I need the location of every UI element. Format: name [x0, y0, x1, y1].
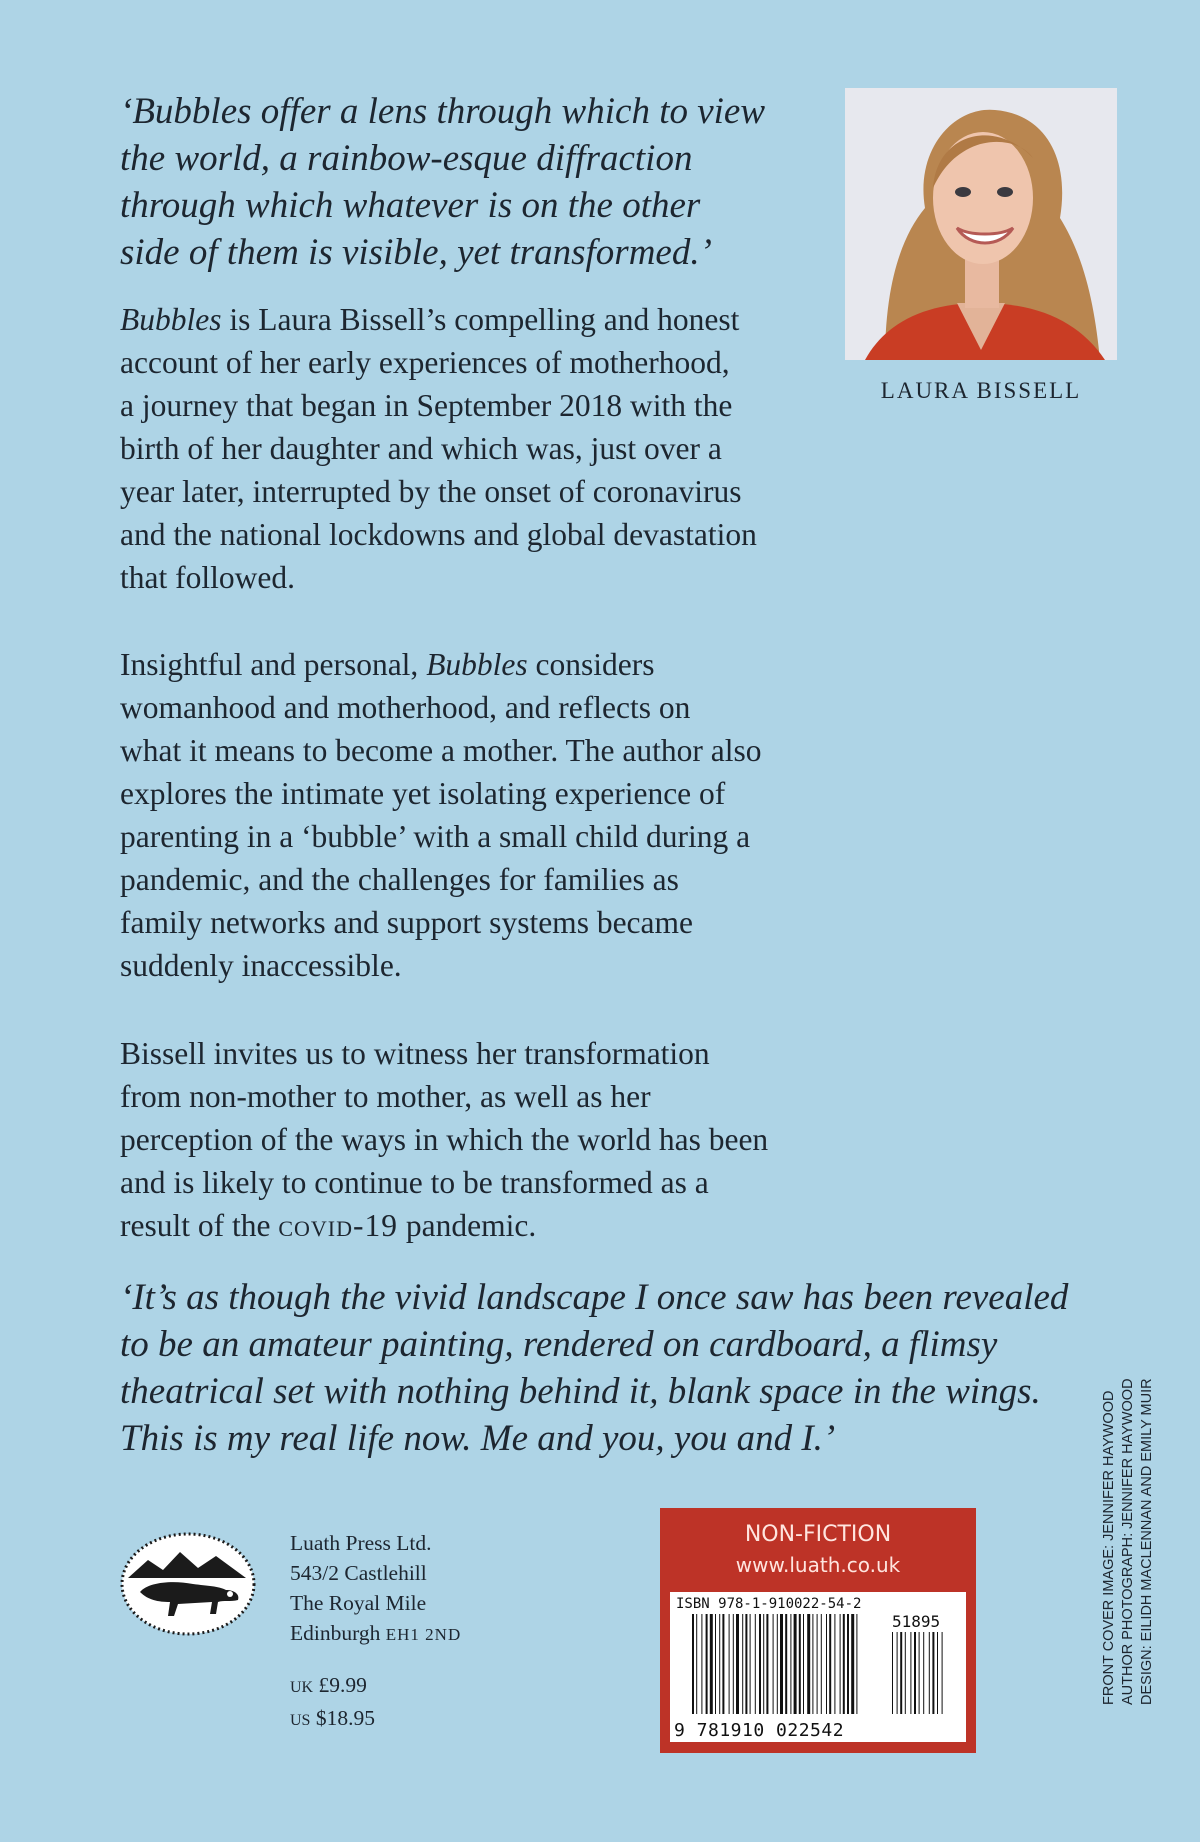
closing-quote-line: This is my real life now. Me and you, you and I.’ [120, 1418, 836, 1459]
barcode-addon-digits: 51895 [892, 1612, 941, 1631]
paragraph-line: and is likely to continue to be transformed as a [120, 1165, 709, 1200]
paragraph-line: Bissell invites us to witness her transformation [120, 1036, 710, 1071]
credit-line: FRONT COVER IMAGE: JENNIFER HAYWOOD [1101, 1390, 1117, 1705]
genre-label: NON-FICTION [744, 1522, 892, 1547]
paragraph-line: that followed. [120, 560, 295, 595]
publisher-logo [118, 1530, 258, 1638]
opening-quote-line: the world, a rainbow-esque diffraction [120, 138, 693, 179]
price-us-value: $18.95 [315, 1706, 375, 1730]
genre-barcode-box [660, 1508, 976, 1753]
cover-credits [1100, 1378, 1172, 1705]
barcode-panel [670, 1592, 966, 1742]
opening-quote-line: side of them is visible, yet transformed.’ [120, 232, 712, 273]
paragraph-line: birth of her daughter and which was, just over a [120, 431, 722, 466]
isbn-text: ISBN 978-1-910022-54-2 [676, 1596, 862, 1612]
opening-quote-line: through which whatever is on the other [120, 185, 701, 226]
paragraph-line: suddenly inaccessible. [120, 948, 402, 983]
publisher-address [290, 1528, 461, 1650]
closing-quote-line: ‘It’s as though the vivid landscape I once saw has been revealed [120, 1277, 1069, 1318]
paragraph-line: family networks and support systems became [120, 905, 693, 940]
barcode-ean-digits: 9 781910 022542 [674, 1720, 845, 1741]
luath-dog-logo-icon [118, 1530, 258, 1638]
closing-quote-line: to be an amateur painting, rendered on cardboard, a flimsy [120, 1324, 998, 1365]
credit-line: DESIGN: EILIDH MACLENNAN AND EMILY MUIR [1139, 1378, 1155, 1705]
publisher-address-line: The Royal Mile [290, 1591, 427, 1615]
book-title: Bubbles [120, 302, 222, 337]
paragraph-line: a journey that began in September 2018 with the [120, 388, 733, 423]
credit-line: AUTHOR PHOTOGRAPH: JENNIFER HAYWOOD [1120, 1378, 1136, 1705]
paragraph-line: pandemic, and the challenges for families as [120, 862, 679, 897]
paragraph-line: and the national lockdowns and global devastation [120, 517, 757, 552]
publisher-postcode: EH1 2ND [385, 1625, 462, 1644]
author-portrait-image [845, 88, 1117, 360]
paragraph-line [120, 298, 860, 341]
paragraph-text: pandemic. [398, 1208, 537, 1243]
paragraph-line: what it means to become a mother. The author also [120, 733, 762, 768]
book-title: Bubbles [426, 647, 528, 682]
description-paragraph-1 [120, 298, 860, 599]
paragraph-line: womanhood and motherhood, and reflects on [120, 690, 691, 725]
price-uk-label: UK [290, 1679, 314, 1696]
paragraph-text: result of the [120, 1208, 279, 1243]
price-uk [290, 1670, 375, 1703]
opening-quote [120, 88, 820, 276]
description-paragraph-2 [120, 643, 860, 987]
paragraph-line: perception of the ways in which the world has been [120, 1122, 769, 1157]
barcode-icon [670, 1610, 966, 1720]
paragraph-line: explores the intimate yet isolating experience of [120, 776, 726, 811]
closing-quote [120, 1274, 1120, 1462]
closing-quote-line: theatrical set with nothing behind it, blank space in the wings. [120, 1371, 1041, 1412]
publisher-url: www.luath.co.uk [735, 1553, 901, 1577]
price-uk-value: £9.99 [318, 1673, 367, 1697]
covid-smallcaps: covid-19 [278, 1208, 398, 1243]
publisher-name: Luath Press Ltd. [290, 1531, 432, 1555]
paragraph-line: parenting in a ‘bubble’ with a small child during a [120, 819, 751, 854]
paragraph-line [120, 1204, 860, 1247]
paragraph-line: year later, interrupted by the onset of coronavirus [120, 474, 742, 509]
paragraph-text: considers [527, 647, 655, 682]
paragraph-line [120, 643, 860, 686]
paragraph-text: is Laura Bissell’s compelling and honest [221, 302, 740, 337]
price-us [290, 1703, 375, 1736]
publisher-city-line [290, 1618, 461, 1650]
paragraph-text: Insightful and personal, [120, 647, 427, 682]
publisher-city: Edinburgh [290, 1621, 381, 1645]
prices [290, 1670, 375, 1736]
description-paragraph-3 [120, 1032, 860, 1247]
author-photo [845, 88, 1117, 360]
paragraph-line: from non-mother to mother, as well as her [120, 1079, 651, 1114]
publisher-address-line: 543/2 Castlehill [290, 1561, 427, 1585]
paragraph-line: account of her early experiences of motherhood, [120, 345, 730, 380]
price-us-label: US [290, 1712, 311, 1729]
author-photo-caption: LAURA BISSELL [880, 378, 1082, 403]
opening-quote-line: ‘Bubbles offer a lens through which to view [120, 91, 766, 132]
